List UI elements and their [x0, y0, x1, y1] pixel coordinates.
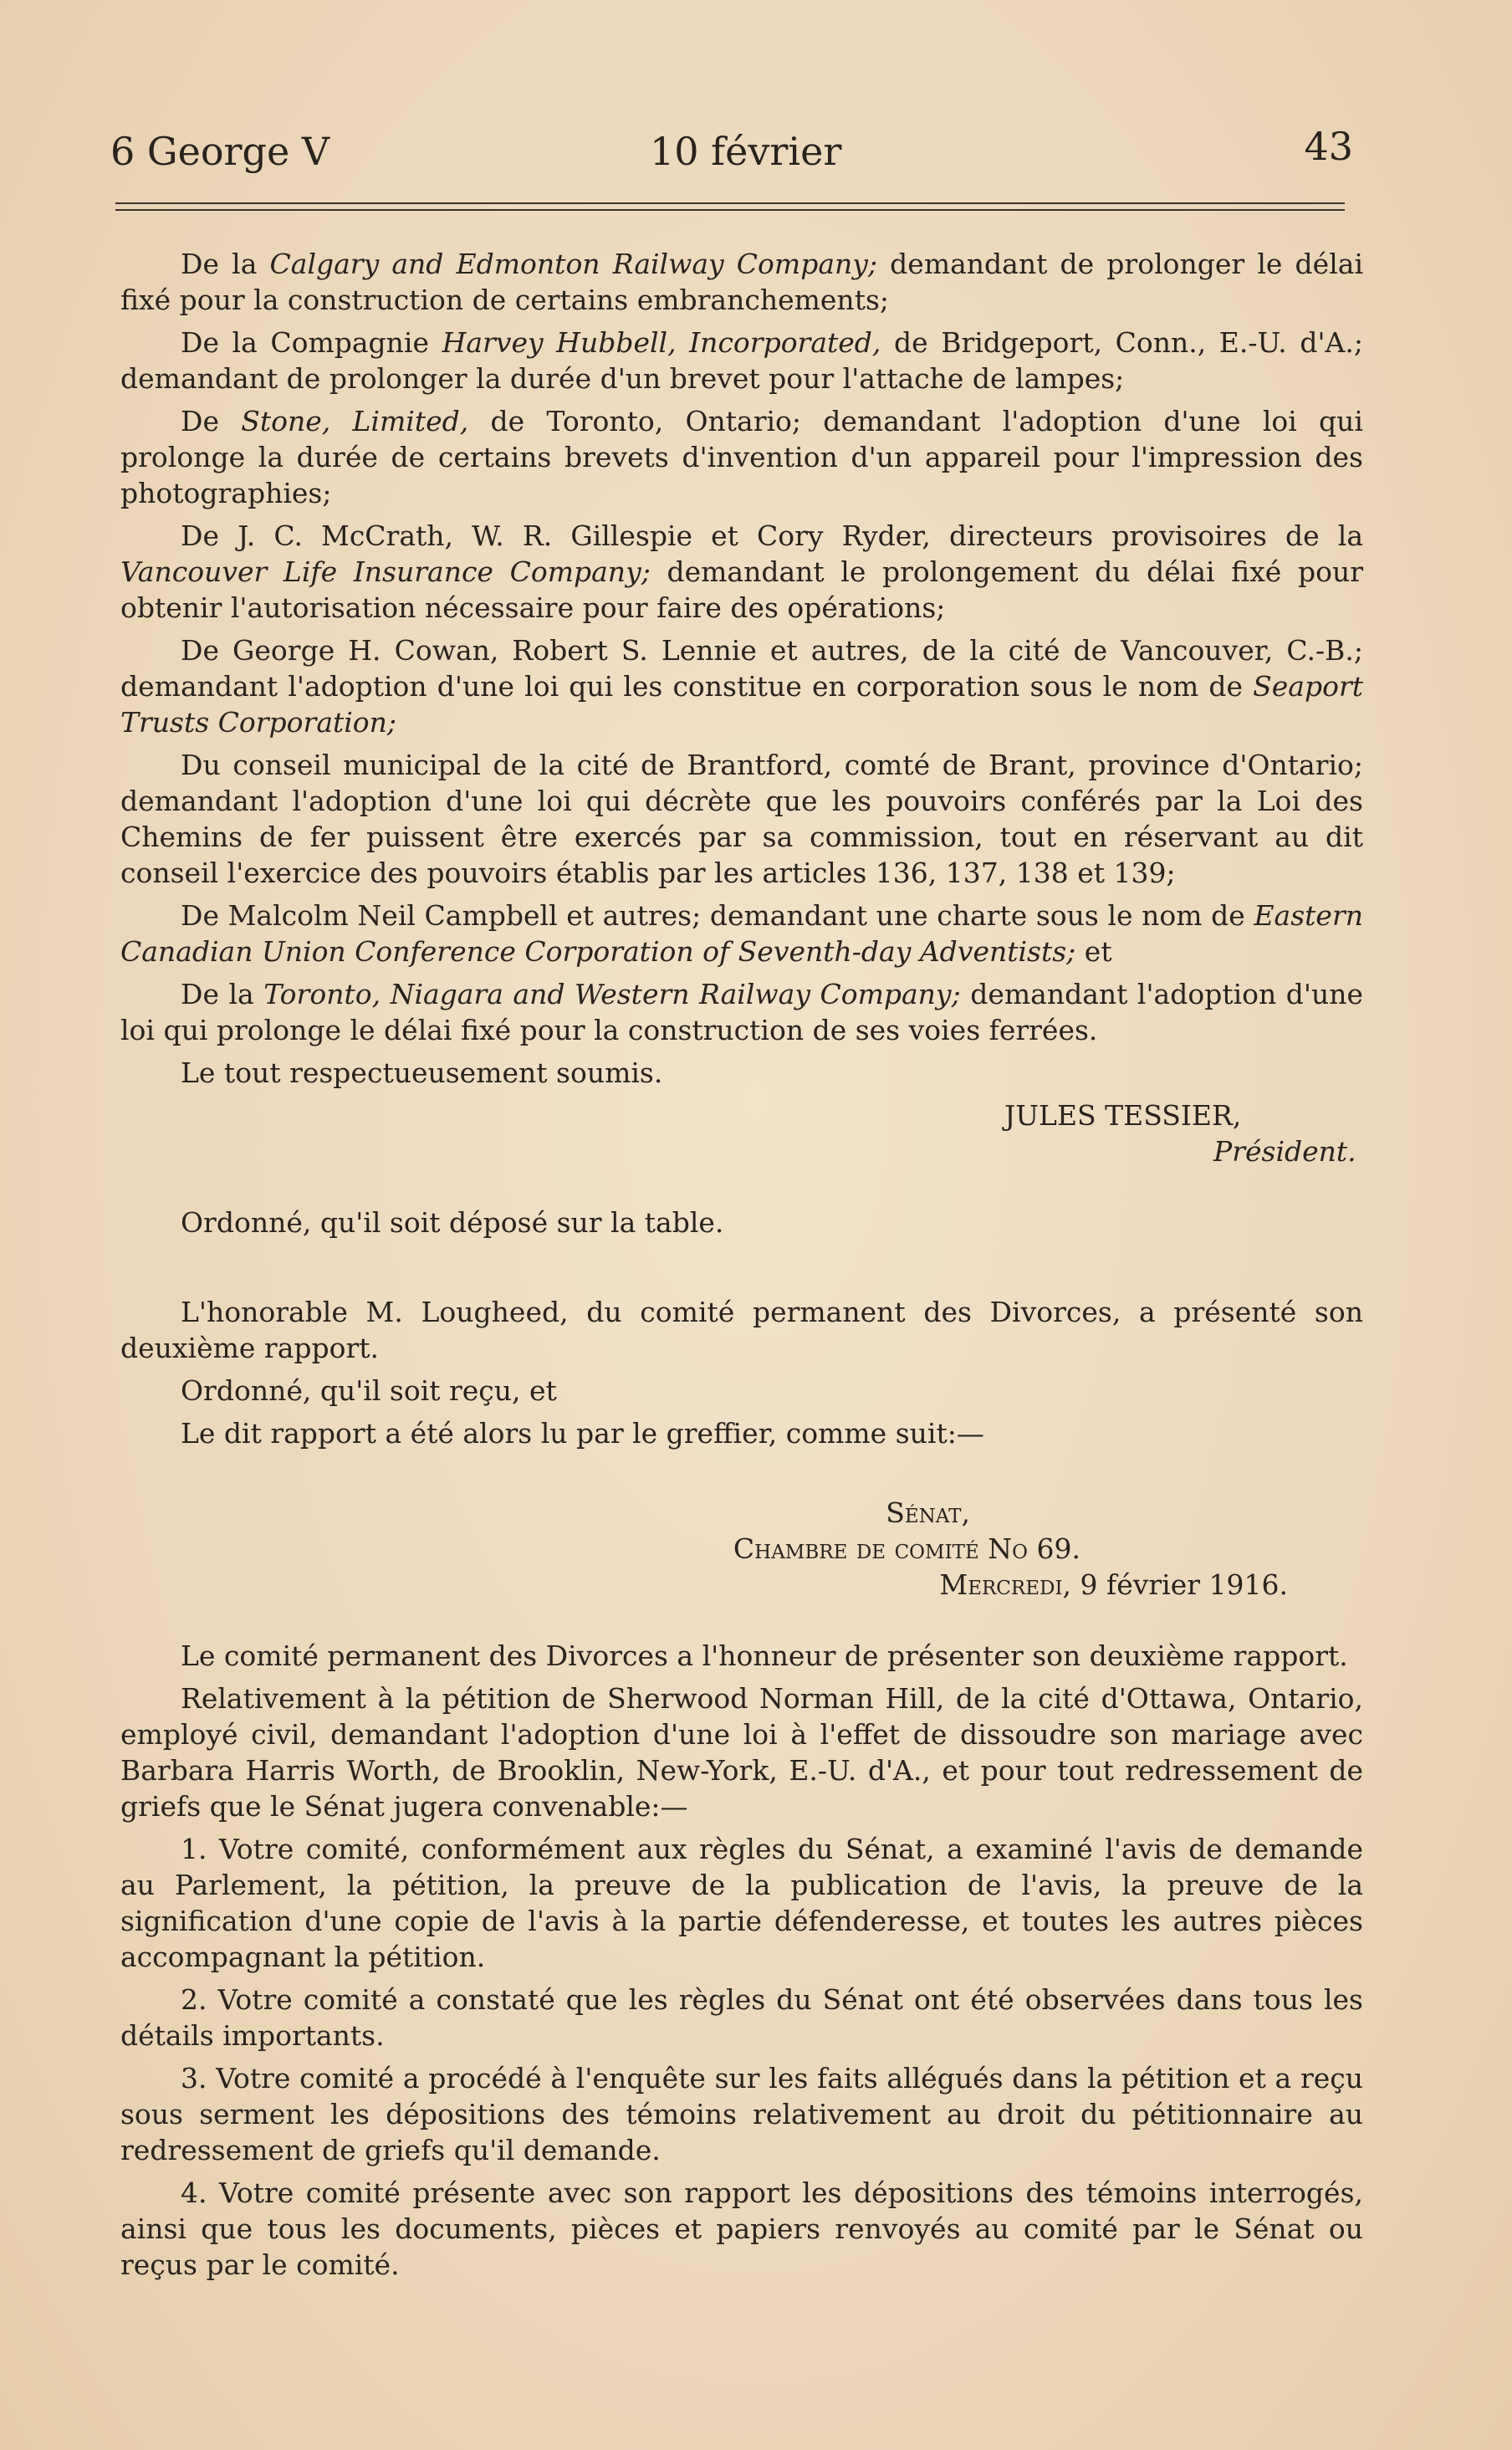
report-item: 3. Votre comité a procédé à l'enquête sur les faits allégués dans la pétition et a reçu sous serment les dépositions des témoins relativement au droit du pétitionnaire au redressement de griefs qu'il demande.: [120, 2062, 1363, 2166]
signature-block: [120, 1097, 1363, 1169]
order-tabled: Ordonné, qu'il soit déposé sur la table.: [181, 1206, 724, 1239]
report-item: 1. Votre comité, conformément aux règles du Sénat, a examiné l'avis de demande au Parlement, la pétition, la preuve de la publication de l'avis, la preuve de la signification d'une copie de l'avis à la partie défenderesse, et toutes les autres pièces accompagnant la pétition.: [120, 1833, 1363, 1973]
lougheed-paragraph: L'honorable M. Lougheed, du comité permanent des Divorces, a présenté son deuxième rapport.: [120, 1296, 1363, 1364]
senate-label: Sénat,: [886, 1496, 970, 1529]
paragraph: De la Toronto, Niagara and Western Railway Company; demandant l'adoption d'une loi qui prolonge le délai fixé pour la construction de ses voies ferrées.: [120, 978, 1363, 1046]
report-heading: [120, 1495, 1363, 1603]
signatory-title: Président.: [1213, 1135, 1356, 1168]
order-received: Ordonné, qu'il soit reçu, et: [181, 1374, 557, 1407]
committee-room: Chambre de comité No 69.: [733, 1532, 1080, 1565]
petition-paragraph: Relativement à la pétition de Sherwood Norman Hill, de la cité d'Ottawa, Ontario, employé civil, demandant l'adoption d'une loi à l'effet de dissoudre son mariage avec Barbara Harris Worth, de Brooklin, New-York, E.-U. d'A., et pour tout redressement de griefs que le Sénat jugera convenable:—: [120, 1682, 1363, 1823]
paragraph: De J. C. McCrath, W. R. Gillespie et Cory Ryder, directeurs provisoires de la Vancouver Life Insurance Company; demandant le prolongement du délai fixé pour obtenir l'autorisation nécessaire pour faire des opérations;: [120, 519, 1363, 624]
document-body: [120, 246, 1363, 2289]
page-number: 43: [1304, 124, 1353, 169]
paragraph: De Stone, Limited, de Toronto, Ontario; demandant l'adoption d'une loi qui prolonge la durée de certains brevets d'invention d'un appareil pour l'impression des photographies;: [120, 405, 1363, 509]
signatory-name: JULES TESSIER,: [1004, 1099, 1242, 1132]
report-item: 2. Votre comité a constaté que les règles du Sénat ont été observées dans tous les détails importants.: [120, 1983, 1363, 2052]
report-item: 4. Votre comité présente avec son rapport les dépositions des témoins interrogés, ainsi que tous les documents, pièces et papiers renvoyés au comité par le Sénat ou reçus par le comité.: [120, 2176, 1363, 2281]
paragraph: De la Calgary and Edmonton Railway Company; demandant de prolonger le délai fixé pour la construction de certains embranchements;: [120, 248, 1363, 316]
paragraph: De George H. Cowan, Robert S. Lennie et autres, de la cité de Vancouver, C.-B.; demandant l'adoption d'une loi qui les constitue en corporation sous le nom de Seaport Trusts Corporation;: [120, 634, 1363, 739]
header-double-rule: [115, 202, 1345, 211]
paragraph: De Malcolm Neil Campbell et autres; demandant une charte sous le nom de Eastern Canadian Union Conference Corporation of Seventh-day Adventists; et: [120, 899, 1363, 968]
closing-line: Le tout respectueusement soumis.: [181, 1056, 663, 1089]
header-date: 10 février: [650, 129, 842, 174]
page-header: [110, 117, 1353, 184]
report-date: Mercredi, 9 février 1916.: [939, 1568, 1288, 1601]
report-read: Le dit rapport a été alors lu par le greffier, comme suit:—: [181, 1417, 984, 1450]
regnal-year: 6 George V: [110, 129, 330, 174]
report-items: [120, 1831, 1363, 2283]
paragraph: De la Compagnie Harvey Hubbell, Incorporated, de Bridgeport, Conn., E.-U. d'A.; demandant de prolonger la durée d'un brevet pour l'attache de lampes;: [120, 326, 1363, 395]
report-intro: Le comité permanent des Divorces a l'honneur de présenter son deuxième rapport.: [181, 1639, 1348, 1672]
paragraph: Du conseil municipal de la cité de Brantford, comté de Brant, province d'Ontario; demandant l'adoption d'une loi qui décrète que les pouvoirs conférés par la Loi des Chemins de fer puissent être exercés par sa commission, tout en réservant au dit conseil l'exercice des pouvoirs établis par les articles 136, 137, 138 et 139;: [120, 749, 1363, 889]
